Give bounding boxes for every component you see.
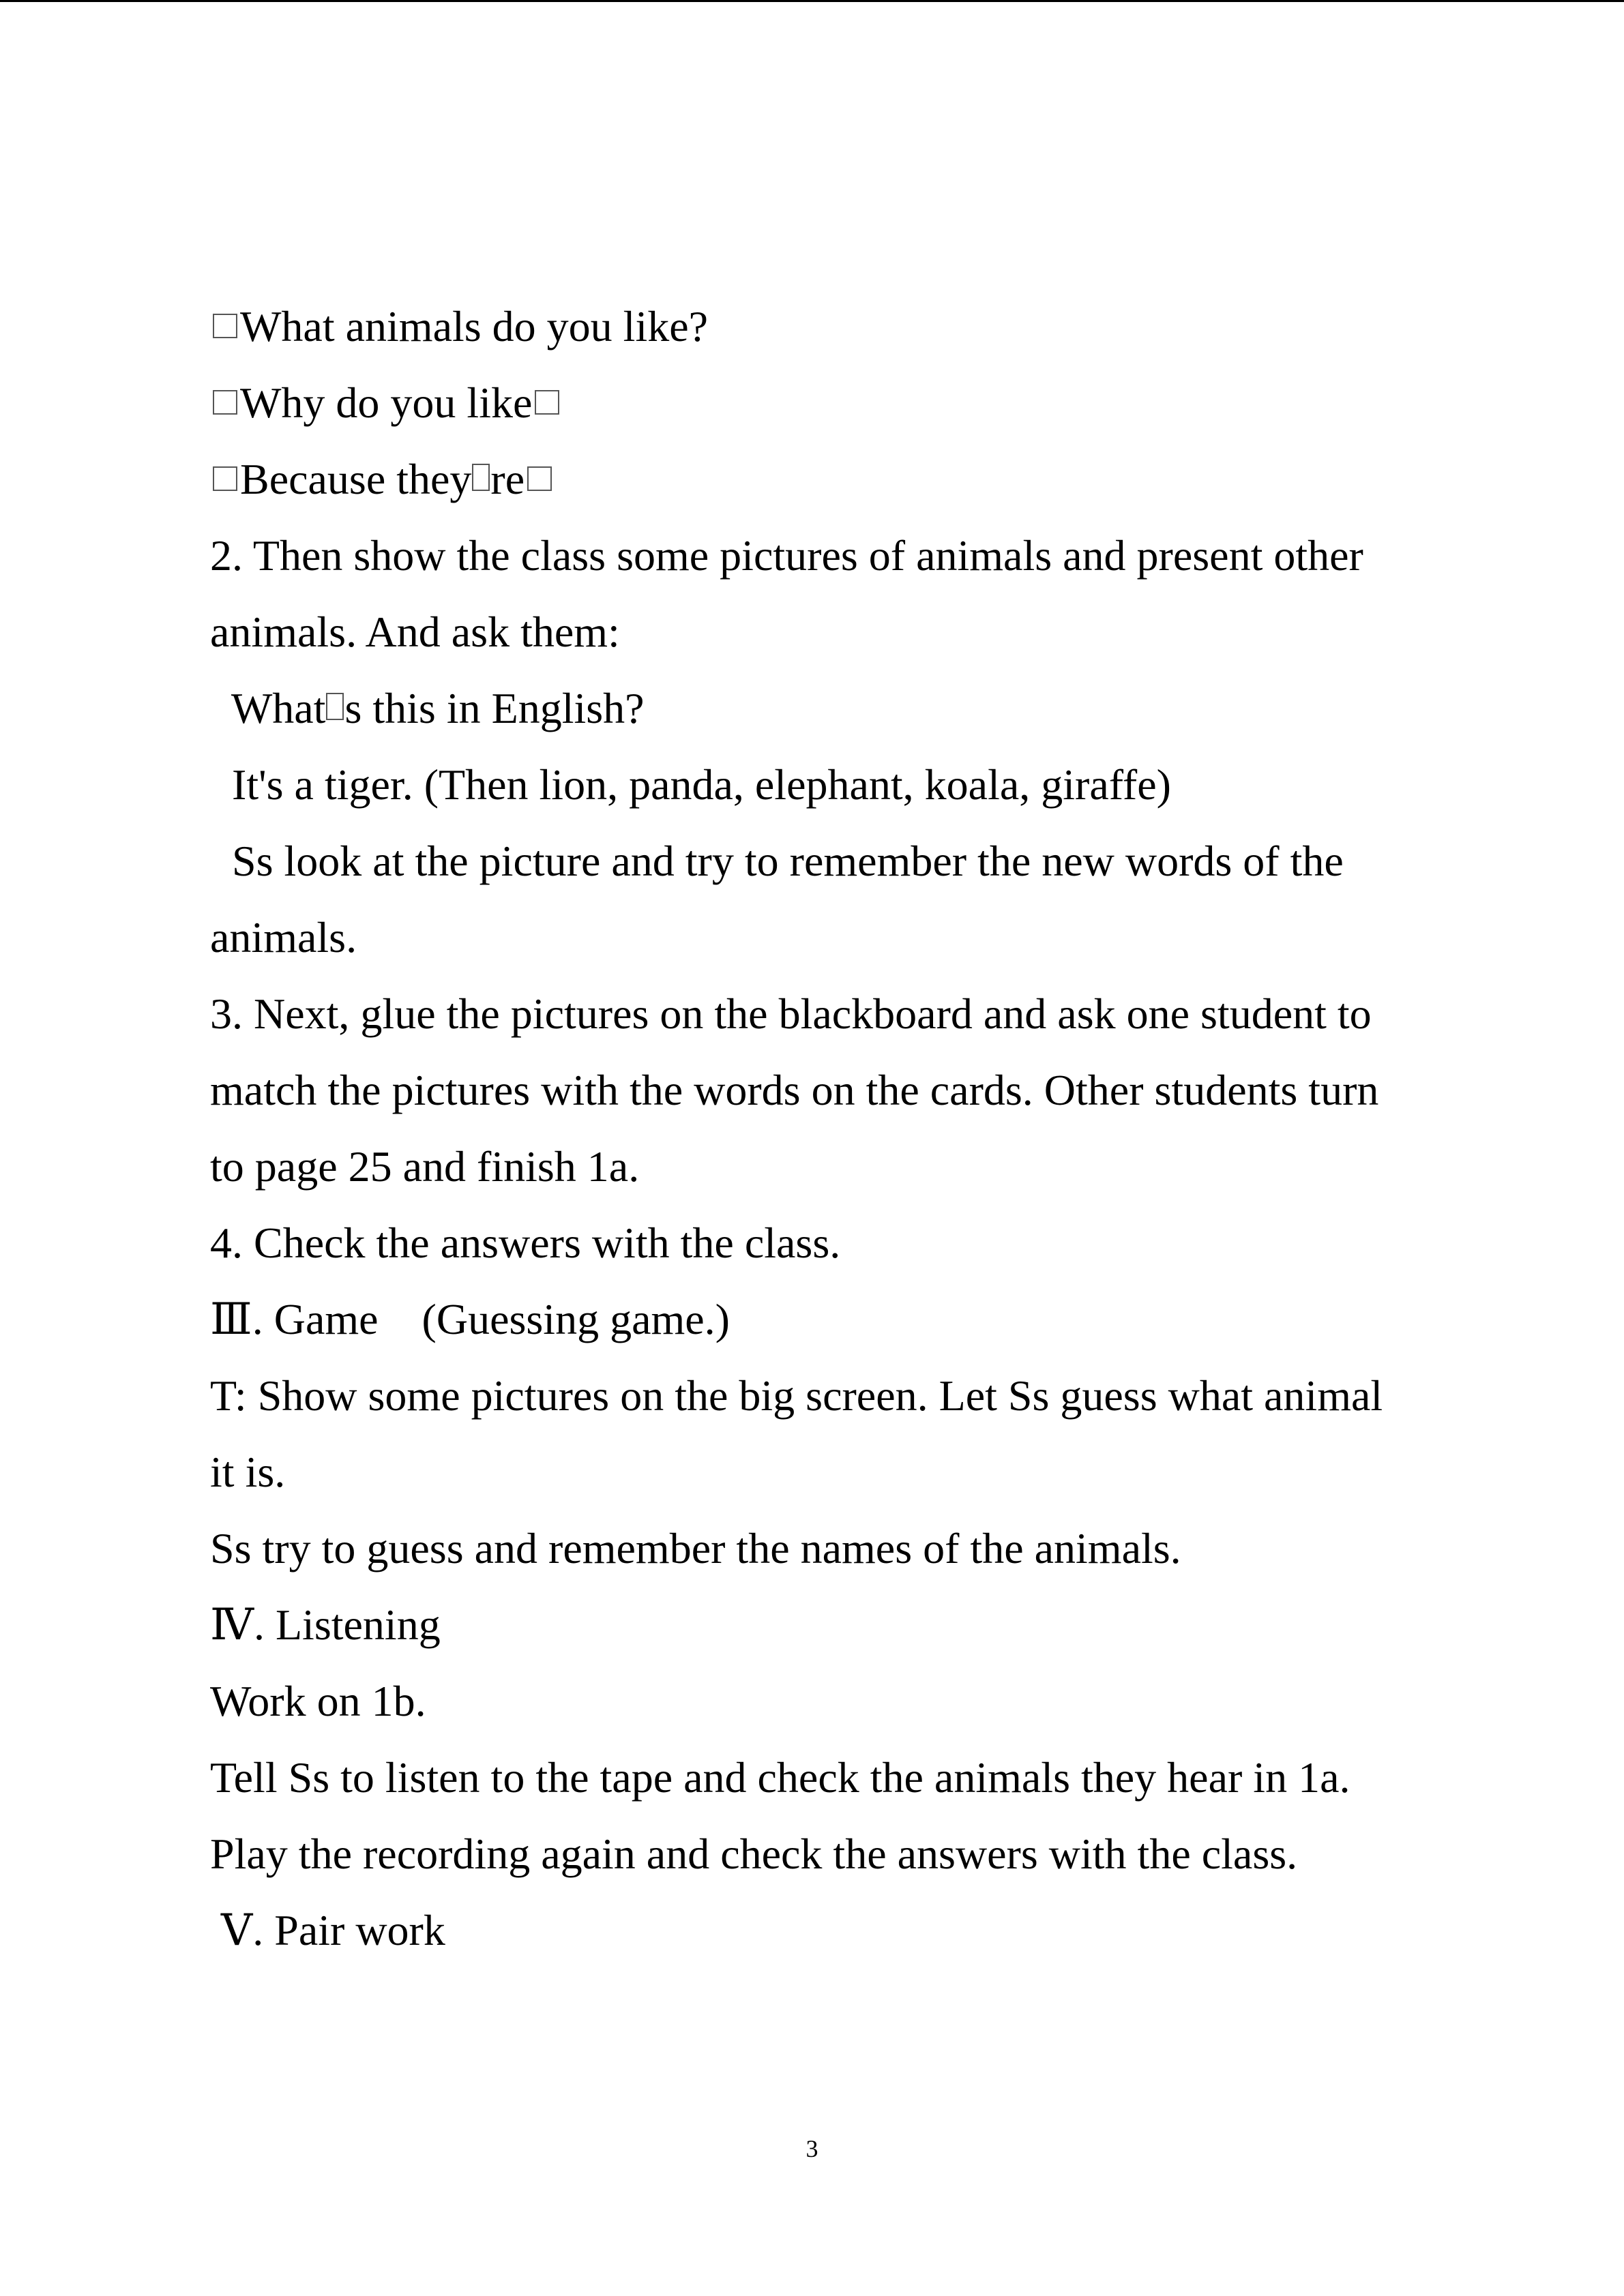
dialogue-line-1 <box>210 299 708 354</box>
section-heading-listening: Ⅳ. Listening <box>210 1600 441 1649</box>
step-3-line-3: to page 25 and finish 1a. <box>210 1142 640 1191</box>
missing-glyph-box <box>527 466 552 491</box>
step-3-line-2: match the pictures with the words on the cards. Other students turn <box>210 1066 1379 1114</box>
game-line-1: T: Show some pictures on the big screen. Let Ss guess what animal <box>210 1371 1383 1420</box>
missing-glyph-box <box>326 693 344 720</box>
listening-line-2: Tell Ss to listen to the tape and check the animals they hear in 1a. <box>210 1753 1350 1802</box>
section-heading-game: Ⅲ. Game (Guessing game.) <box>210 1295 730 1343</box>
missing-glyph-box <box>213 390 237 415</box>
answer-line: It's a tiger. (Then lion, panda, elephant, koala, giraffe) <box>210 760 1171 809</box>
missing-glyph-box <box>472 464 490 491</box>
step-3-line-1: 3. Next, glue the pictures on the blackboard and ask one student to <box>210 989 1372 1038</box>
missing-glyph-box <box>535 390 559 415</box>
dialogue-line-2 <box>210 376 562 430</box>
page-number: 3 <box>806 2135 818 2162</box>
step-4-line: 4. Check the answers with the class. <box>210 1219 841 1267</box>
listening-line-1: Work on 1b. <box>210 1677 426 1725</box>
game-line-3: Ss try to guess and remember the names of the animals. <box>210 1524 1181 1572</box>
step-2-line-1: 2. Then show the class some pictures of animals and present other <box>210 531 1363 580</box>
step-2-line-2: animals. And ask them: <box>210 608 620 656</box>
line-text: What <box>210 684 326 732</box>
line-text: Because they <box>240 455 472 503</box>
line-text: re <box>490 455 525 503</box>
question-line <box>210 681 645 736</box>
line-text: Why do you like <box>240 378 533 427</box>
line-text: s this in English? <box>344 684 645 732</box>
game-line-2: it is. <box>210 1448 286 1496</box>
dialogue-line-3 <box>210 452 555 507</box>
activity-line-1: Ss look at the picture and try to remember the new words of the <box>210 837 1344 885</box>
line-text: What animals do you like? <box>240 302 709 351</box>
missing-glyph-box <box>213 314 237 338</box>
activity-line-2: animals. <box>210 913 357 961</box>
section-heading-pair-work: Ⅴ. Pair work <box>210 1906 445 1954</box>
missing-glyph-box <box>213 466 237 491</box>
listening-line-3: Play the recording again and check the answers with the class. <box>210 1830 1298 1878</box>
